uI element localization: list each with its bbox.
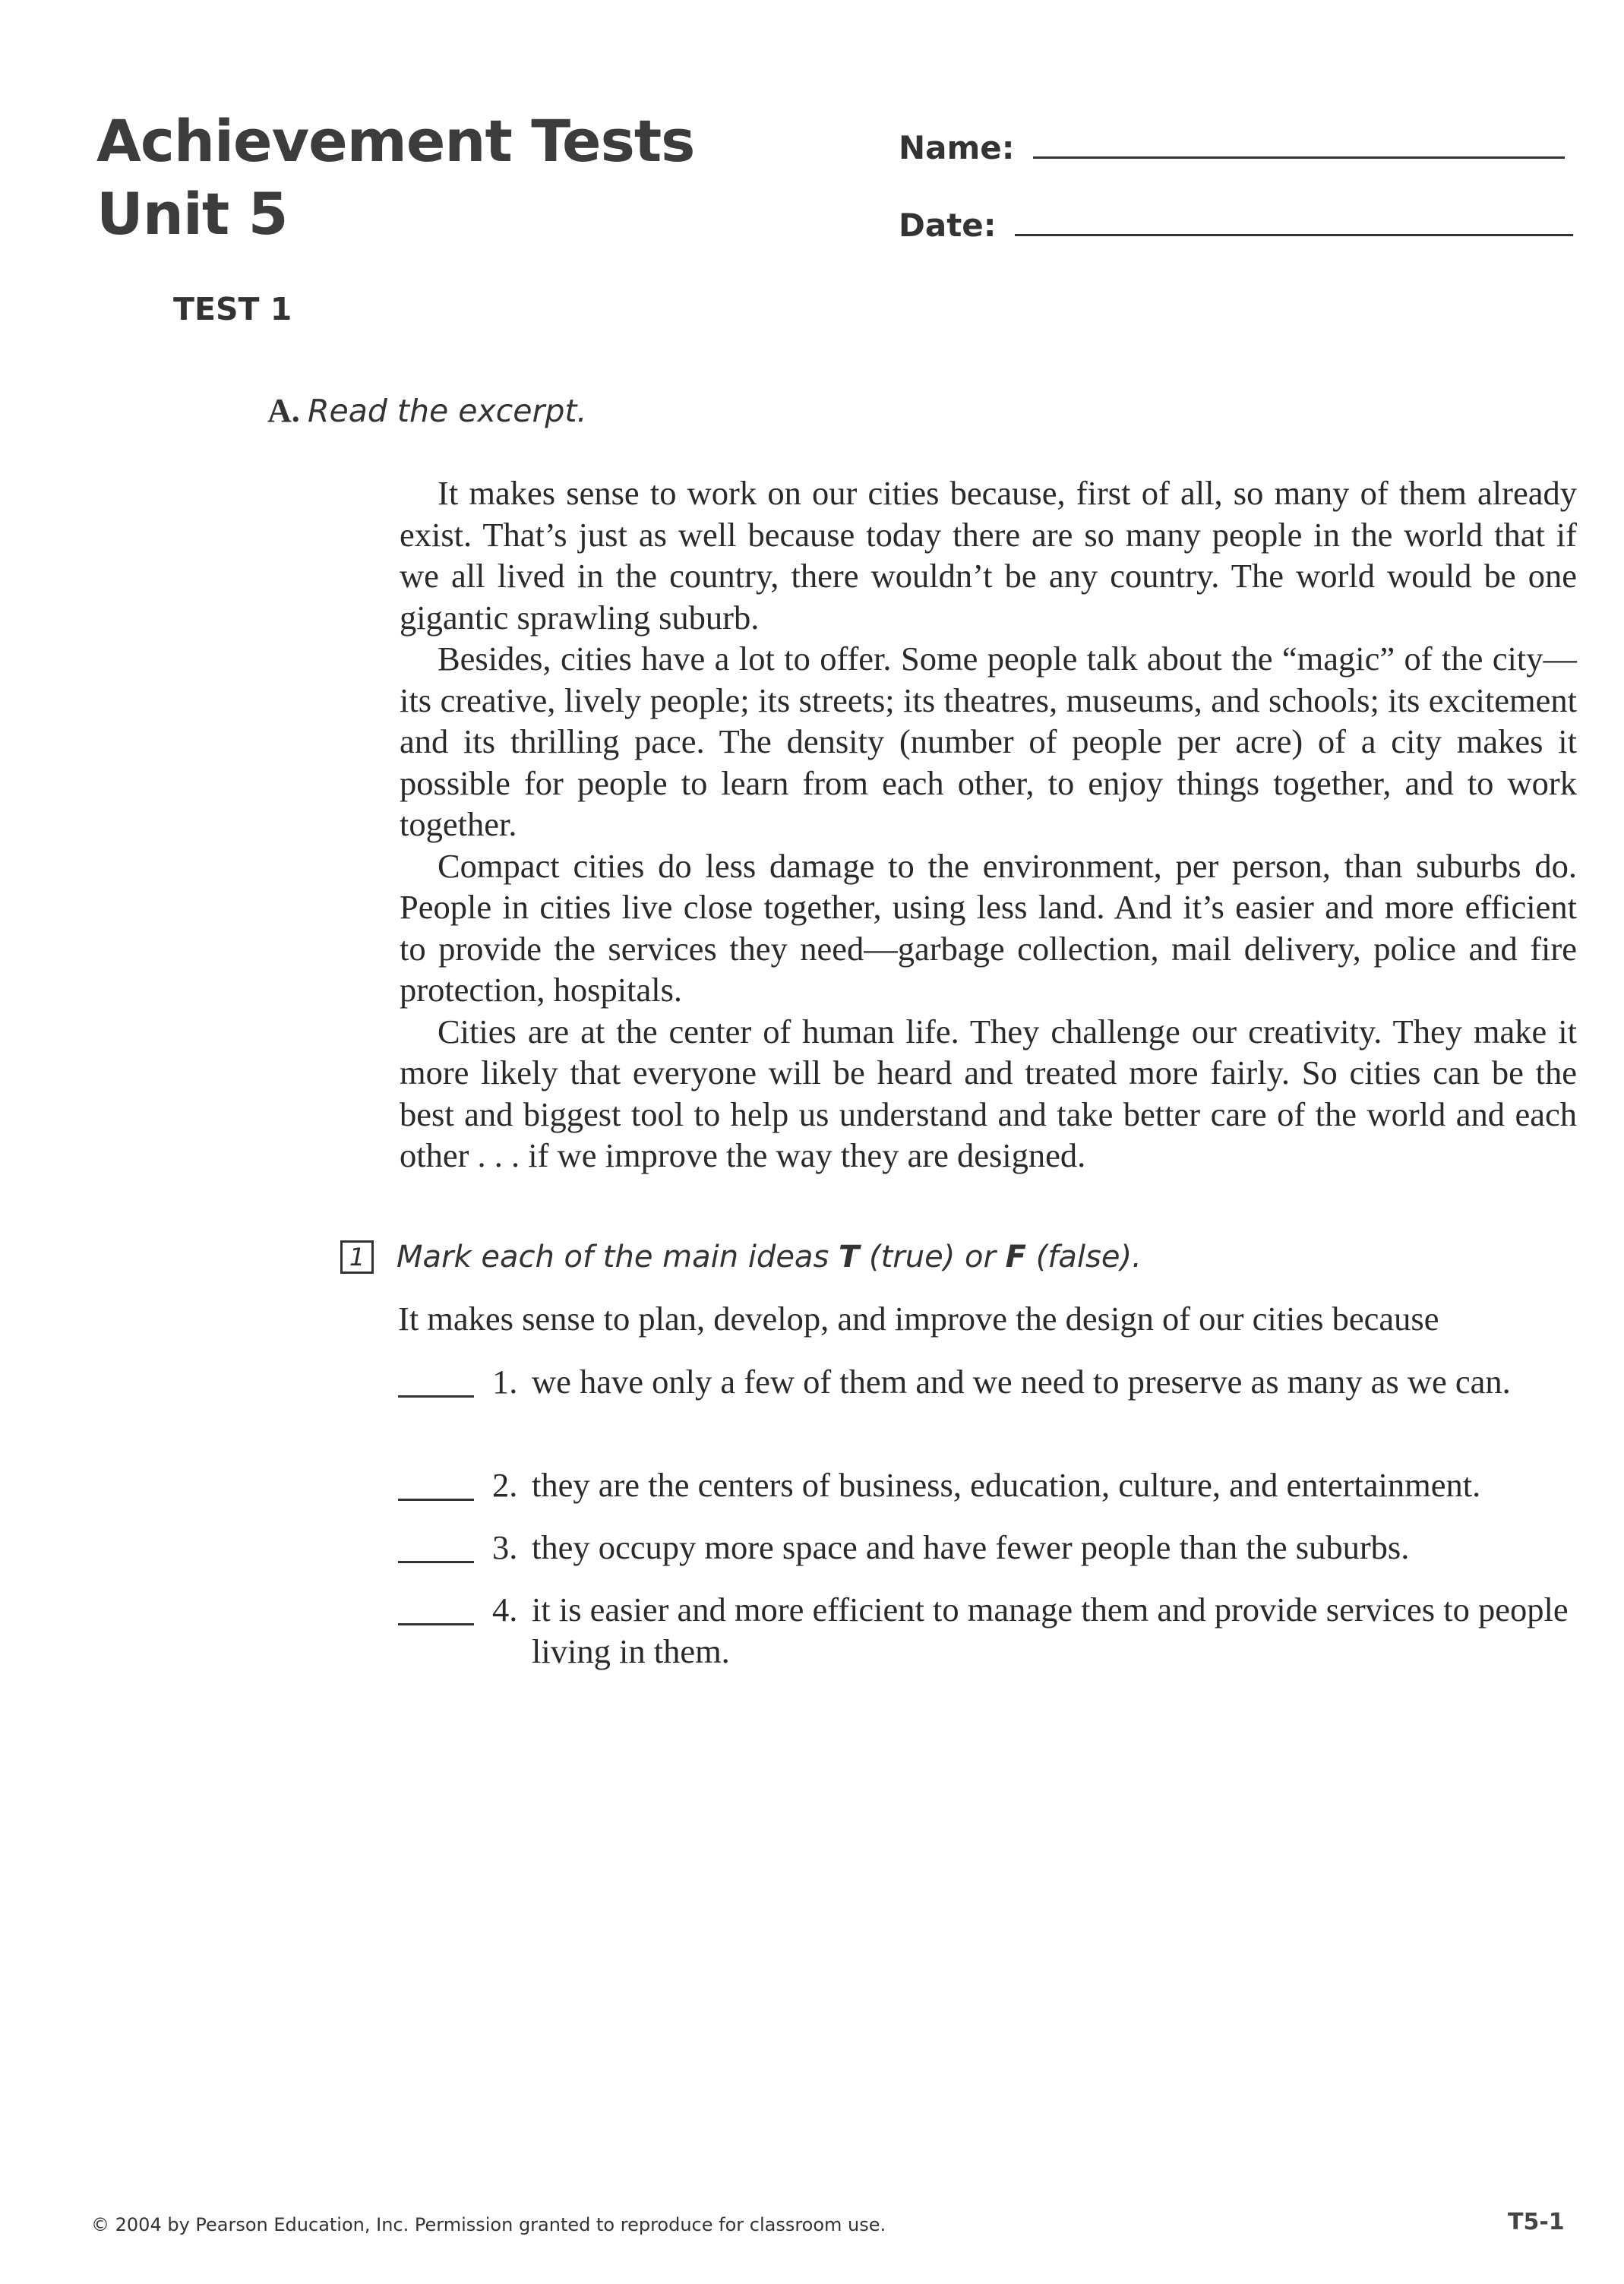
excerpt bbox=[400, 472, 1577, 1177]
section-a-instruction: Read the excerpt. bbox=[308, 393, 587, 429]
answer-blank[interactable] bbox=[398, 1395, 474, 1398]
section-a-heading bbox=[267, 391, 587, 430]
name-line[interactable] bbox=[1033, 156, 1565, 159]
item-number: 3. bbox=[492, 1528, 518, 1566]
date-field[interactable] bbox=[899, 207, 1573, 244]
excerpt-paragraph: It makes sense to work on our cities because, first of all, so many of them already exist. That’s just as well because today there are so many people in the world that if we all lived in the country, there wouldn’t be any country. The world would be one gigantic sprawling suburb. bbox=[400, 474, 1577, 637]
answer-blank[interactable] bbox=[398, 1499, 474, 1501]
item-text: they occupy more space and have fewer people than the suburbs. bbox=[532, 1528, 1410, 1566]
exercise-intro: It makes sense to plan, develop, and improve the design of our cities because bbox=[398, 1300, 1439, 1338]
page-title bbox=[96, 105, 694, 251]
section-a-letter: A. bbox=[267, 392, 300, 429]
item-text: they are the centers of business, education, culture, and entertainment. bbox=[532, 1466, 1481, 1504]
exercise-number-box: 1 bbox=[340, 1240, 374, 1274]
list-item bbox=[398, 1589, 1583, 1672]
item-text: we have only a few of them and we need to preserve as many as we can. bbox=[532, 1363, 1511, 1401]
item-number: 1. bbox=[492, 1363, 518, 1401]
title-line-2: Unit 5 bbox=[96, 180, 288, 248]
instruction-text: Mark each of the main ideas bbox=[397, 1240, 839, 1275]
exercise-instruction bbox=[397, 1240, 1142, 1275]
item-text: it is easier and more efficient to manage them and provide services to people living in them. bbox=[532, 1591, 1569, 1670]
excerpt-paragraph: Compact cities do less damage to the environment, per person, than suburbs do. People in cities live close together, using less land. And it’s easier and more efficient to provide the services they need—garbage collection, mail delivery, police and fire protection, hospitals. bbox=[400, 846, 1577, 1009]
excerpt-paragraph: Cities are at the center of human life. They challenge our creativity. They make it more likely that everyone will be heard and treated more fairly. So cities can be the best and biggest tool to help us understand and take better care of the world and each other . . . if we improve the way they are designed. bbox=[400, 1012, 1577, 1174]
item-number: 2. bbox=[492, 1466, 518, 1504]
instruction-text: (true) or bbox=[859, 1240, 1006, 1275]
answer-blank[interactable] bbox=[398, 1623, 474, 1625]
exercise-1-heading bbox=[340, 1240, 1142, 1275]
name-field[interactable] bbox=[899, 129, 1565, 166]
false-letter: F bbox=[1005, 1240, 1026, 1275]
list-item bbox=[398, 1361, 1583, 1403]
test-label: TEST 1 bbox=[173, 291, 292, 327]
list-item bbox=[398, 1464, 1583, 1506]
answer-blank[interactable] bbox=[398, 1561, 474, 1563]
page-number: T5-1 bbox=[1508, 2209, 1565, 2235]
title-line-1: Achievement Tests bbox=[96, 107, 695, 175]
list-item bbox=[398, 1527, 1583, 1568]
item-number: 4. bbox=[492, 1591, 518, 1628]
true-letter: T bbox=[839, 1240, 860, 1275]
copyright-footer: © 2004 by Pearson Education, Inc. Permission granted to reproduce for classroom use. bbox=[91, 2214, 886, 2235]
instruction-text: (false). bbox=[1026, 1240, 1142, 1275]
date-line[interactable] bbox=[1015, 234, 1573, 236]
name-label: Name: bbox=[899, 129, 1015, 166]
excerpt-paragraph: Besides, cities have a lot to offer. Some people talk about the “magic” of the city—its creative, lively people; its streets; its theatres, museums, and schools; its excitement and its thrilling pace. The density (number of people per acre) of a city makes it possible for people to learn from each other, to enjoy things together, and to work together. bbox=[400, 640, 1577, 843]
date-label: Date: bbox=[899, 207, 997, 244]
